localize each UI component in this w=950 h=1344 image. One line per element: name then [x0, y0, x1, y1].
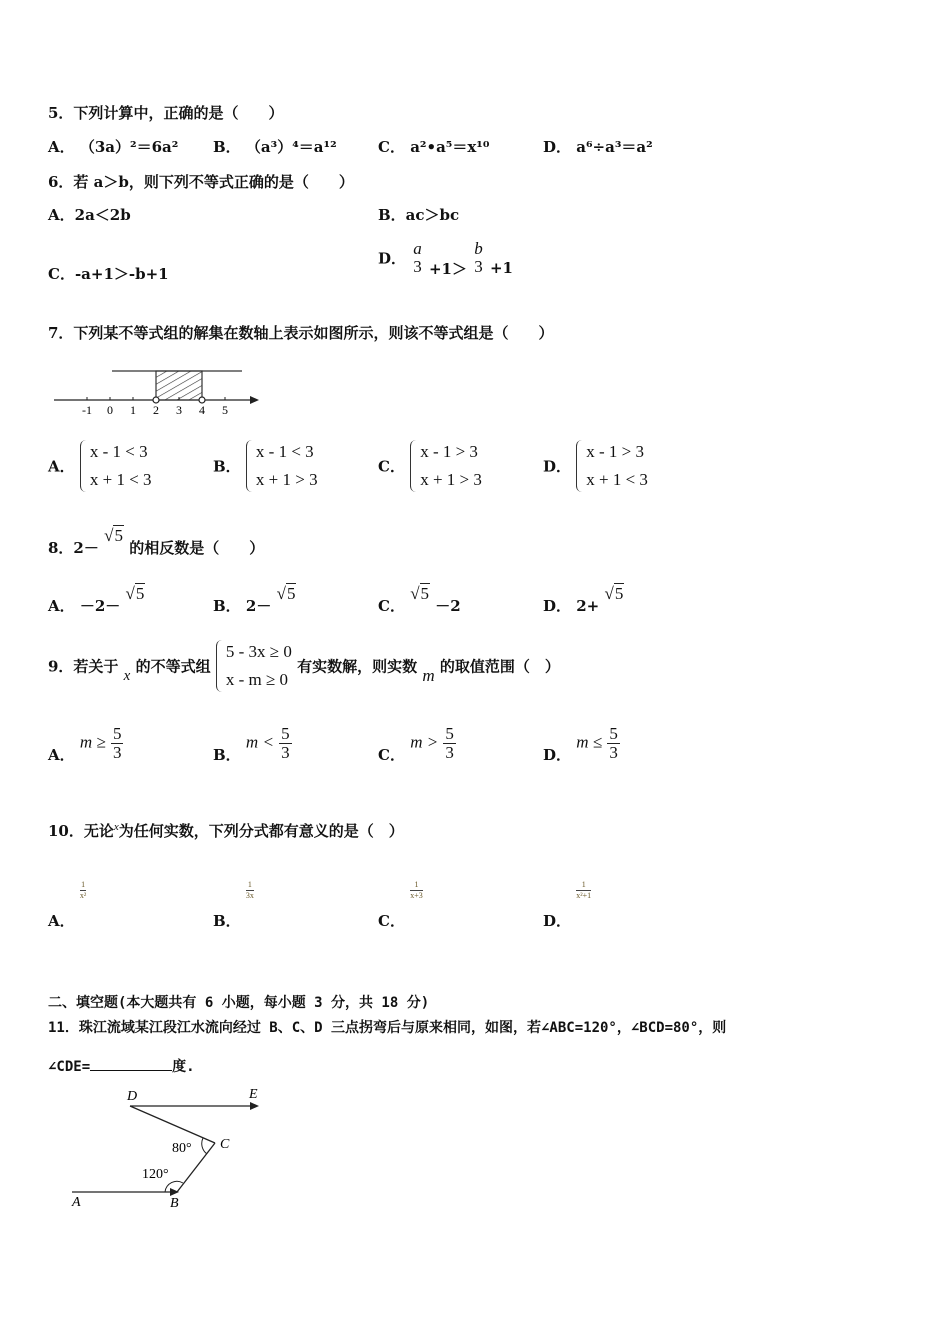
- q8-c-post: －2: [435, 597, 461, 615]
- q6-d-tail: +1: [489, 259, 513, 277]
- q10-b-num: 1: [247, 880, 252, 889]
- q8-b-sqrt: √5: [276, 584, 296, 603]
- q5-d-text: a⁶÷a³＝a²: [576, 138, 653, 156]
- q10-d-fraction: [576, 880, 591, 901]
- q5-c-text: a²•a⁵＝x¹⁰: [410, 138, 490, 156]
- q9-c-rel: m >: [410, 732, 439, 752]
- q7-option-a: [48, 438, 152, 494]
- q8-d-pre: 2+: [576, 597, 600, 615]
- q9-var-m: m: [422, 666, 435, 685]
- q9-option-b: [213, 725, 292, 762]
- q8-option-d: [543, 583, 624, 615]
- q6-option-c: C．-a+1＞-b+1: [48, 265, 169, 283]
- q9-d-label: D．: [543, 745, 572, 764]
- axis-tick-label: 3: [176, 403, 182, 417]
- q10-b-den: 3x: [245, 891, 254, 900]
- q9-b-den: 3: [281, 743, 290, 762]
- q9-stem-mid: 的不等式组: [135, 657, 211, 676]
- q10-d-num: 1: [576, 880, 591, 891]
- q7-c-line2: x + 1 > 3: [420, 470, 482, 489]
- q6-option-d: [378, 240, 513, 276]
- q9-b-fraction: [279, 725, 292, 762]
- q7-d-line2: x + 1 < 3: [586, 470, 648, 489]
- q8-stem-post: 的相反数是（ ）: [129, 539, 265, 557]
- q7-b-label: B．: [213, 457, 241, 476]
- q8-stem-radicand: 5: [114, 526, 123, 545]
- q5-c-label: C．: [378, 138, 405, 156]
- number-line-figure: [50, 362, 265, 420]
- label-angle-120: 120°: [142, 1167, 169, 1182]
- q9-option-a: [48, 725, 123, 762]
- q8-d-radicand: 5: [614, 584, 624, 603]
- arrow-de-icon: [250, 1102, 259, 1110]
- q10-option-a: [48, 880, 87, 930]
- q9-a-label: A．: [48, 745, 75, 764]
- q7-b-line1: x - 1 < 3: [255, 442, 314, 461]
- q8-d-label: D．: [543, 597, 572, 615]
- q5-option-c: [378, 136, 489, 157]
- axis-tick-label: 1: [130, 403, 136, 417]
- q7-c-label: C．: [378, 457, 405, 476]
- q9-option-d: [543, 725, 620, 762]
- q6-d-label: D．: [378, 249, 407, 268]
- q5-a-label: A．: [48, 138, 75, 156]
- q8-a-label: A．: [48, 597, 75, 615]
- q7-stem: 7．下列某不等式组的解集在数轴上表示如图所示，则该不等式组是（ ）: [48, 324, 554, 342]
- q10-stem-post: 为任何实数，下列分式都有意义的是（ ）: [118, 822, 404, 840]
- open-circle-4: [199, 397, 205, 403]
- q6-stem: 6．若 a＞b，则下列不等式正确的是（ ）: [48, 173, 354, 191]
- q9-option-c: [378, 725, 456, 762]
- q10-d-label: D．: [543, 912, 572, 930]
- q9-b-rel: m <: [245, 732, 274, 752]
- q9-a-fraction: [111, 725, 124, 762]
- q8-option-c: [378, 583, 461, 615]
- q9-a-rel: m ≥: [79, 732, 106, 752]
- q9-c-label: C．: [378, 745, 405, 764]
- q10-var-x: x: [113, 821, 119, 833]
- q9-sys-line1: 5 - 3x ≥ 0: [225, 642, 292, 661]
- q7-c-line1: x - 1 > 3: [420, 442, 478, 461]
- q7-a-line1: x - 1 < 3: [89, 442, 148, 461]
- q8-stem-sqrt: √5: [104, 526, 123, 545]
- axis-tick-label: 4: [199, 403, 205, 417]
- q8-b-label: B．: [213, 597, 241, 615]
- q11-line2-post: 度.: [172, 1059, 195, 1075]
- q10-a-fraction: [80, 880, 86, 901]
- q8-c-radicand: 5: [420, 584, 430, 603]
- q10-option-b: [213, 880, 254, 930]
- q9-system: [216, 638, 292, 694]
- label-d: D: [127, 1089, 138, 1104]
- q8-d-sqrt: √5: [604, 584, 624, 603]
- q6-d-fraction-b: [472, 240, 485, 276]
- q9-b-num: 5: [281, 724, 290, 743]
- q9-stem: [48, 638, 560, 694]
- q6-option-b: B．ac＞bc: [378, 206, 460, 224]
- q5-b-text: （a³）⁴＝a¹²: [245, 138, 337, 156]
- q8-option-a: [48, 583, 145, 615]
- q7-c-system: [410, 438, 482, 494]
- q8-a-radicand: 5: [135, 584, 145, 603]
- q5-a-text: （3a）²＝6a²: [79, 138, 179, 156]
- q10-d-den: x²+1: [576, 891, 592, 900]
- q9-var-x: x: [123, 667, 131, 684]
- q5-option-b: [213, 136, 337, 157]
- shaded-solution-region: [156, 371, 202, 400]
- q10-c-num: 1: [410, 880, 423, 891]
- axis-arrow-icon: [250, 396, 259, 404]
- q9-b-label: B．: [213, 745, 241, 764]
- q5-d-label: D．: [543, 138, 572, 156]
- q10-option-c: [378, 880, 423, 930]
- q9-d-num: 5: [609, 724, 618, 743]
- label-e: E: [249, 1087, 258, 1102]
- q11-line1: 11．珠江流域某江段江水流向经过 B、C、D 三点拐弯后与原来相同，如图，若∠ABC=120°，∠BCD=80°，则: [48, 1020, 727, 1036]
- q9-d-rel: m ≤: [576, 732, 603, 752]
- q7-a-label: A．: [48, 457, 75, 476]
- label-angle-80: 80°: [172, 1141, 192, 1156]
- q7-d-label: D．: [543, 457, 572, 476]
- q7-option-d: [543, 438, 648, 494]
- q9-c-fraction: [443, 725, 456, 762]
- q6-d-mid: +1＞: [428, 259, 467, 278]
- q5-option-a: [48, 136, 178, 157]
- q6-d-den2: 3: [474, 257, 483, 276]
- q9-sys-line2: x - m ≥ 0: [225, 670, 289, 689]
- segment-cd: [130, 1106, 215, 1143]
- q11-line2-pre: ∠CDE=: [48, 1059, 91, 1075]
- q6-d-den1: 3: [413, 257, 422, 276]
- q9-stem-post: 有实数解，则实数: [297, 657, 418, 676]
- q10-a-den: x²: [79, 891, 87, 900]
- q8-c-label: C．: [378, 597, 405, 615]
- q6-d-fraction-a: [411, 240, 424, 276]
- q5-stem: 5．下列计算中，正确的是（ ）: [48, 104, 284, 122]
- q7-a-line2: x + 1 < 3: [89, 470, 152, 489]
- q7-a-system: [80, 438, 152, 494]
- label-c: C: [220, 1137, 230, 1152]
- q7-d-line1: x - 1 > 3: [586, 442, 644, 461]
- q9-c-num: 5: [445, 724, 454, 743]
- q7-d-system: [576, 438, 648, 494]
- label-a: A: [72, 1195, 81, 1210]
- q10-c-den: x+3: [410, 891, 423, 900]
- q10-a-num: 1: [81, 880, 86, 889]
- q9-a-num: 5: [112, 724, 122, 743]
- axis-tick-label: 2: [153, 403, 159, 417]
- q10-a-label: A．: [48, 912, 75, 930]
- angle-bcd-arc: [202, 1138, 207, 1154]
- q9-stem-pre: 9．若关于: [48, 657, 119, 676]
- q9-d-fraction: [607, 725, 620, 762]
- river-bend-figure: [62, 1080, 277, 1212]
- q8-b-radicand: 5: [286, 584, 296, 603]
- q10-option-d: [543, 880, 592, 930]
- q10-c-label: C．: [378, 912, 405, 930]
- q9-d-den: 3: [609, 743, 618, 762]
- q6-option-a: A．2a＜2b: [48, 206, 131, 224]
- q8-stem: [48, 525, 265, 557]
- q7-option-c: [378, 438, 482, 494]
- axis-tick-label: 0: [107, 403, 113, 417]
- q6-d-num1: a: [413, 239, 422, 258]
- axis-tick-label: 5: [222, 403, 228, 417]
- q10-stem: [48, 820, 404, 841]
- axis-tick-label: -1: [82, 403, 92, 417]
- q8-stem-pre: 8．2－: [48, 539, 99, 557]
- q6-d-num2: b: [474, 239, 483, 258]
- q9-a-den: 3: [112, 743, 122, 762]
- q8-a-pre: －2－: [79, 597, 121, 615]
- q10-b-label: B．: [213, 912, 241, 930]
- q10-b-fraction: [246, 880, 254, 901]
- q7-b-system: [246, 438, 318, 494]
- q5-option-d: [543, 136, 653, 157]
- q7-b-line2: x + 1 > 3: [255, 470, 318, 489]
- open-circle-2: [153, 397, 159, 403]
- q5-b-label: B．: [213, 138, 241, 156]
- q10-c-fraction: [410, 880, 423, 901]
- q10-stem-pre: 10．无论: [48, 822, 114, 840]
- q9-c-den: 3: [445, 743, 454, 762]
- q9-stem-end: 的取值范围（ ）: [439, 657, 560, 676]
- section-2-title: 二、填空题(本大题共有 6 小题，每小题 3 分，共 18 分): [48, 995, 430, 1011]
- q11-line2: [48, 1056, 195, 1076]
- q8-a-sqrt: √5: [125, 584, 145, 603]
- q8-c-sqrt: √5: [410, 584, 430, 603]
- label-b: B: [170, 1196, 179, 1211]
- q8-option-b: [213, 583, 296, 615]
- q8-b-pre: 2－: [245, 597, 272, 615]
- q7-option-b: [213, 438, 318, 494]
- q11-answer-blank[interactable]: [90, 1056, 172, 1071]
